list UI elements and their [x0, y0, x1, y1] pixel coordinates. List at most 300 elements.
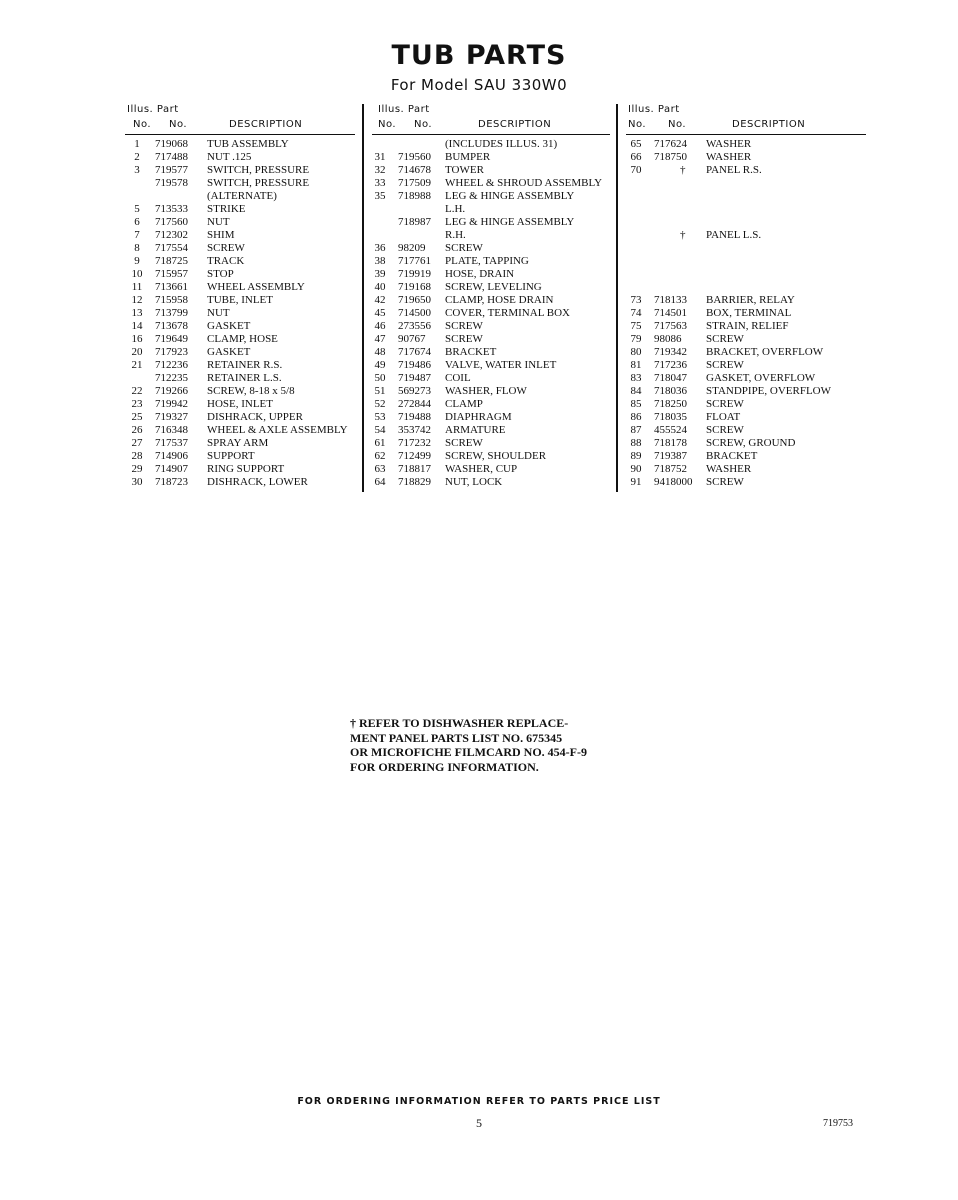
part-description: WASHER — [706, 151, 752, 163]
illus-number: 84 — [630, 385, 642, 397]
part-description: SCREW, SHOULDER — [445, 450, 547, 462]
part-description: GASKET — [207, 346, 251, 358]
part-number: 455524 — [654, 424, 687, 436]
part-number: 712302 — [155, 229, 188, 241]
parts-column-3 — [626, 102, 866, 489]
part-description: RING SUPPORT — [207, 463, 285, 475]
part-description: BRACKET — [445, 346, 497, 358]
part-number: 719919 — [398, 268, 431, 280]
illus-number: 39 — [374, 268, 386, 280]
part-number: 718047 — [654, 372, 687, 384]
illus-number: 13 — [131, 307, 143, 319]
illus-part-label: Illus. Part — [628, 104, 680, 115]
parts-row — [626, 398, 866, 411]
illus-number: 20 — [131, 346, 143, 358]
page-title: TUB PARTS — [391, 40, 567, 71]
part-description: SCREW — [207, 242, 245, 254]
part-number: 717232 — [398, 437, 431, 449]
parts-row — [125, 346, 355, 359]
parts-row — [125, 203, 355, 216]
parts-row — [626, 242, 866, 255]
column-header — [372, 102, 610, 135]
illus-number: 16 — [131, 333, 143, 345]
part-number: 715957 — [155, 268, 188, 280]
parts-row — [372, 281, 610, 294]
description-label: DESCRIPTION — [478, 119, 552, 130]
illus-number: 79 — [630, 333, 642, 345]
part-number: 569273 — [398, 385, 431, 397]
parts-row — [372, 463, 610, 476]
part-number: 719650 — [398, 294, 431, 306]
part-description: SWITCH, PRESSURE — [207, 177, 310, 189]
part-description: ARMATURE — [445, 424, 506, 436]
illus-number: 51 — [374, 385, 386, 397]
part-number: 717537 — [155, 437, 188, 449]
illus-number: 88 — [630, 437, 642, 449]
part-number: 719486 — [398, 359, 431, 371]
part-number: 718035 — [654, 411, 687, 423]
parts-row — [372, 320, 610, 333]
parts-row — [372, 164, 610, 177]
part-description: SCREW, 8-18 x 5/8 — [207, 385, 295, 397]
parts-row — [125, 177, 355, 190]
parts-row — [372, 385, 610, 398]
part-number: 719578 — [155, 177, 188, 189]
part-description: TOWER — [445, 164, 484, 176]
part-number: 718750 — [654, 151, 687, 163]
part-description: PANEL R.S. — [706, 164, 762, 176]
parts-row — [372, 268, 610, 281]
replacement-panel-note — [350, 716, 650, 774]
parts-row — [626, 138, 866, 151]
part-description: NUT .125 — [207, 151, 252, 163]
part-number: 718036 — [654, 385, 687, 397]
part-number: 717236 — [654, 359, 687, 371]
parts-row — [125, 320, 355, 333]
part-number: 718178 — [654, 437, 687, 449]
parts-row — [125, 385, 355, 398]
illus-number: 14 — [131, 320, 143, 332]
part-description: SHIM — [207, 229, 235, 241]
parts-row — [372, 411, 610, 424]
illus-number: 86 — [630, 411, 642, 423]
illus-number: 52 — [374, 398, 386, 410]
illus-number: 89 — [630, 450, 642, 462]
part-description: WASHER, FLOW — [445, 385, 527, 397]
parts-row — [372, 476, 610, 489]
parts-row — [125, 450, 355, 463]
part-description: RETAINER R.S. — [207, 359, 283, 371]
part-number: 719942 — [155, 398, 188, 410]
part-description: SCREW — [445, 242, 483, 254]
part-number: 719342 — [654, 346, 687, 358]
illus-no-label: No. — [628, 119, 647, 130]
parts-row — [626, 437, 866, 450]
illus-number: 70 — [630, 164, 642, 176]
part-number: 718725 — [155, 255, 188, 267]
part-number: 712236 — [155, 359, 188, 371]
model-subtitle: For Model SAU 330W0 — [390, 76, 568, 94]
part-description: CLAMP, HOSE DRAIN — [445, 294, 554, 306]
parts-row — [372, 216, 610, 229]
illus-number: 40 — [374, 281, 386, 293]
part-number: 719387 — [654, 450, 687, 462]
illus-number: 28 — [131, 450, 143, 462]
part-number: 353742 — [398, 424, 431, 436]
parts-column-1 — [125, 102, 355, 489]
parts-row — [125, 138, 355, 151]
illus-number: 11 — [131, 281, 143, 293]
part-number: 719327 — [155, 411, 188, 423]
parts-row — [125, 463, 355, 476]
parts-row — [626, 255, 866, 268]
part-description: GASKET, OVERFLOW — [706, 372, 816, 384]
illus-no-label: No. — [133, 119, 152, 130]
parts-row — [372, 437, 610, 450]
parts-row — [626, 346, 866, 359]
illus-number: 80 — [630, 346, 642, 358]
part-number: 718250 — [654, 398, 687, 410]
parts-row — [372, 450, 610, 463]
parts-list — [626, 135, 866, 489]
parts-row — [125, 333, 355, 346]
parts-row — [125, 294, 355, 307]
part-description: LEG & HINGE ASSEMBLY — [445, 190, 575, 202]
part-description: COIL — [445, 372, 471, 384]
illus-number: 6 — [134, 216, 140, 228]
parts-row — [626, 177, 866, 190]
part-number: 719068 — [155, 138, 188, 150]
parts-row — [626, 307, 866, 320]
parts-row — [372, 229, 610, 242]
note-line: OR MICROFICHE FILMCARD NO. 454-F-9 — [350, 745, 587, 759]
part-description: CLAMP — [445, 398, 483, 410]
parts-column-2 — [372, 102, 610, 489]
parts-row — [125, 359, 355, 372]
part-number: 272844 — [398, 398, 431, 410]
part-number: 719488 — [398, 411, 431, 423]
page-number: 5 — [476, 1116, 482, 1130]
illus-number: 85 — [630, 398, 642, 410]
parts-row — [372, 138, 610, 151]
part-number: 98209 — [398, 242, 426, 254]
parts-row — [372, 424, 610, 437]
parts-row — [372, 255, 610, 268]
description-label: DESCRIPTION — [732, 119, 806, 130]
illus-number: 30 — [131, 476, 143, 488]
part-description: SCREW — [445, 437, 483, 449]
illus-part-label: Illus. Part — [378, 104, 430, 115]
illus-number: 49 — [374, 359, 386, 371]
part-number: 717560 — [155, 216, 188, 228]
illus-number: 22 — [131, 385, 143, 397]
illus-number: 87 — [630, 424, 642, 436]
parts-row — [125, 437, 355, 450]
parts-row — [372, 307, 610, 320]
illus-number: 10 — [131, 268, 143, 280]
part-description: SCREW — [445, 333, 483, 345]
part-number: 717624 — [654, 138, 687, 150]
parts-row — [125, 242, 355, 255]
part-number: 719487 — [398, 372, 431, 384]
part-description: STOP — [207, 268, 234, 280]
illus-number: 12 — [131, 294, 143, 306]
illus-number: 26 — [131, 424, 143, 436]
part-number: 717563 — [654, 320, 687, 332]
illus-number: 25 — [131, 411, 143, 423]
part-description: SCREW — [706, 333, 744, 345]
note-line: MENT PANEL PARTS LIST NO. 675345 — [350, 730, 563, 745]
illus-number: 38 — [374, 255, 386, 267]
parts-row — [372, 203, 610, 216]
parts-row — [125, 268, 355, 281]
illus-number: 61 — [374, 437, 386, 449]
part-no-label: No. — [414, 119, 433, 130]
part-number: 714501 — [654, 307, 687, 319]
parts-row — [626, 333, 866, 346]
parts-row — [626, 190, 866, 203]
parts-row — [626, 424, 866, 437]
part-number: 719266 — [155, 385, 188, 397]
parts-row — [626, 268, 866, 281]
illus-number: 35 — [374, 190, 386, 202]
parts-row — [626, 411, 866, 424]
part-description: WHEEL & AXLE ASSEMBLY — [207, 424, 348, 436]
illus-number: 31 — [374, 151, 386, 163]
column-divider — [616, 104, 618, 492]
part-description: STRAIN, RELIEF — [706, 320, 789, 332]
illus-number: 36 — [374, 242, 386, 254]
illus-number: 7 — [134, 229, 140, 241]
part-number: 717923 — [155, 346, 188, 358]
part-description: STANDPIPE, OVERFLOW — [706, 385, 832, 397]
part-description: SCREW — [445, 320, 483, 332]
part-description: BOX, TERMINAL — [706, 307, 792, 319]
part-number: 717554 — [155, 242, 188, 254]
part-description: COVER, TERMINAL BOX — [445, 307, 570, 319]
parts-row — [626, 450, 866, 463]
part-number: 273556 — [398, 320, 431, 332]
illus-number: 46 — [374, 320, 386, 332]
illus-number: 66 — [630, 151, 642, 163]
part-number: 9418000 — [654, 476, 693, 488]
parts-row — [125, 398, 355, 411]
illus-number: 62 — [374, 450, 386, 462]
part-description: DISHRACK, LOWER — [207, 476, 308, 488]
part-number: 718752 — [654, 463, 687, 475]
parts-row — [626, 476, 866, 489]
parts-row — [372, 190, 610, 203]
part-description: TRACK — [207, 255, 245, 267]
part-description: WASHER — [706, 463, 752, 475]
parts-row — [626, 229, 866, 242]
illus-number: 42 — [374, 294, 386, 306]
part-number: 718723 — [155, 476, 188, 488]
part-number: † — [680, 164, 686, 176]
part-description: FLOAT — [706, 411, 741, 423]
illus-number: 27 — [131, 437, 143, 449]
illus-number: 45 — [374, 307, 386, 319]
parts-row — [125, 307, 355, 320]
part-number: 714678 — [398, 164, 431, 176]
part-description: NUT, LOCK — [445, 476, 503, 488]
illus-number: 65 — [630, 138, 642, 150]
part-number: 713678 — [155, 320, 188, 332]
parts-list — [125, 135, 355, 489]
illus-number: 75 — [630, 320, 642, 332]
illus-number: 63 — [374, 463, 386, 475]
part-number: 715958 — [155, 294, 188, 306]
parts-row — [125, 476, 355, 489]
illus-number: 81 — [630, 359, 642, 371]
part-description: WASHER, CUP — [445, 463, 518, 475]
part-description: BRACKET — [706, 450, 758, 462]
parts-row — [372, 346, 610, 359]
parts-row — [372, 151, 610, 164]
illus-number: 53 — [374, 411, 386, 423]
part-description: CLAMP, HOSE — [207, 333, 278, 345]
parts-row — [372, 398, 610, 411]
illus-number: 74 — [630, 307, 642, 319]
part-description: NUT — [207, 216, 230, 228]
part-description: TUBE, INLET — [207, 294, 273, 306]
illus-number: 8 — [134, 242, 140, 254]
part-number: 712499 — [398, 450, 431, 462]
parts-row — [626, 164, 866, 177]
part-description: R.H. — [445, 229, 466, 241]
illus-number: 91 — [630, 476, 642, 488]
part-description: HOSE, DRAIN — [445, 268, 515, 280]
part-description: DIAPHRAGM — [445, 411, 512, 423]
parts-row — [125, 424, 355, 437]
parts-row — [125, 229, 355, 242]
parts-row — [626, 372, 866, 385]
parts-row — [125, 255, 355, 268]
part-description: BUMPER — [445, 151, 491, 163]
part-number: 719168 — [398, 281, 431, 293]
illus-number: 23 — [131, 398, 143, 410]
part-description: SCREW — [706, 359, 744, 371]
part-number: 98086 — [654, 333, 682, 345]
parts-row — [626, 385, 866, 398]
illus-number: 1 — [134, 138, 140, 150]
part-description: SCREW — [706, 424, 744, 436]
part-number: 717509 — [398, 177, 431, 189]
parts-row — [626, 463, 866, 476]
note-line: † REFER TO DISHWASHER REPLACE- — [350, 716, 569, 730]
illus-number: 2 — [134, 151, 140, 163]
part-number: 713799 — [155, 307, 188, 319]
part-number: 714907 — [155, 463, 188, 475]
part-description: HOSE, INLET — [207, 398, 273, 410]
part-description: TUB ASSEMBLY — [207, 138, 289, 150]
note-line: FOR ORDERING INFORMATION. — [350, 759, 539, 774]
part-description: STRIKE — [207, 203, 246, 215]
part-number: 717674 — [398, 346, 431, 358]
parts-row — [372, 242, 610, 255]
parts-row — [125, 281, 355, 294]
parts-row — [372, 294, 610, 307]
column-header — [626, 102, 866, 135]
part-description: (ALTERNATE) — [207, 190, 277, 202]
parts-row — [125, 411, 355, 424]
part-description: (INCLUDES ILLUS. 31) — [445, 138, 558, 150]
parts-row — [125, 164, 355, 177]
part-description: SUPPORT — [207, 450, 255, 462]
part-description: SCREW — [706, 398, 744, 410]
part-number: 718987 — [398, 216, 431, 228]
parts-row — [626, 281, 866, 294]
part-description: PANEL L.S. — [706, 229, 762, 241]
part-description: BRACKET, OVERFLOW — [706, 346, 824, 358]
part-description: WHEEL ASSEMBLY — [207, 281, 305, 293]
part-description: LEG & HINGE ASSEMBLY — [445, 216, 575, 228]
part-number: 717488 — [155, 151, 188, 163]
part-description: WHEEL & SHROUD ASSEMBLY — [445, 177, 603, 189]
illus-number: 29 — [131, 463, 143, 475]
part-description: SWITCH, PRESSURE — [207, 164, 310, 176]
part-description: WASHER — [706, 138, 752, 150]
illus-number: 5 — [134, 203, 140, 215]
illus-number: 73 — [630, 294, 642, 306]
parts-row — [626, 359, 866, 372]
parts-row — [125, 372, 355, 385]
part-number: 718817 — [398, 463, 431, 475]
part-description: SCREW, LEVELING — [445, 281, 542, 293]
part-no-label: No. — [169, 119, 188, 130]
column-header — [125, 102, 355, 135]
part-description: SCREW, GROUND — [706, 437, 796, 449]
parts-row — [372, 372, 610, 385]
parts-list — [372, 135, 610, 489]
parts-row — [372, 359, 610, 372]
parts-row — [372, 177, 610, 190]
illus-number: 83 — [630, 372, 642, 384]
part-number: 90767 — [398, 333, 426, 345]
part-number: 716348 — [155, 424, 188, 436]
illus-number: 90 — [630, 463, 642, 475]
parts-row — [626, 216, 866, 229]
part-number: 714500 — [398, 307, 431, 319]
description-label: DESCRIPTION — [229, 119, 303, 130]
parts-row — [626, 320, 866, 333]
illus-number: 33 — [374, 177, 386, 189]
document-number: 719753 — [823, 1118, 853, 1129]
part-number: 717761 — [398, 255, 431, 267]
illus-number: 48 — [374, 346, 386, 358]
part-number: 719577 — [155, 164, 188, 176]
part-number: 712235 — [155, 372, 188, 384]
parts-row — [626, 151, 866, 164]
column-divider — [362, 104, 364, 492]
parts-row — [125, 151, 355, 164]
part-description: RETAINER L.S. — [207, 372, 282, 384]
part-description: DISHRACK, UPPER — [207, 411, 303, 423]
part-number: 718829 — [398, 476, 431, 488]
part-description: VALVE, WATER INLET — [445, 359, 557, 371]
illus-number: 9 — [134, 255, 140, 267]
parts-row — [125, 190, 355, 203]
illus-number: 54 — [374, 424, 386, 436]
part-number: 714906 — [155, 450, 188, 462]
part-number: † — [680, 229, 686, 241]
part-number: 713533 — [155, 203, 188, 215]
illus-number: 21 — [131, 359, 143, 371]
part-description: PLATE, TAPPING — [445, 255, 529, 267]
ordering-footer: FOR ORDERING INFORMATION REFER TO PARTS PRICE LIST — [297, 1096, 661, 1107]
parts-row — [626, 203, 866, 216]
part-number: 718988 — [398, 190, 431, 202]
